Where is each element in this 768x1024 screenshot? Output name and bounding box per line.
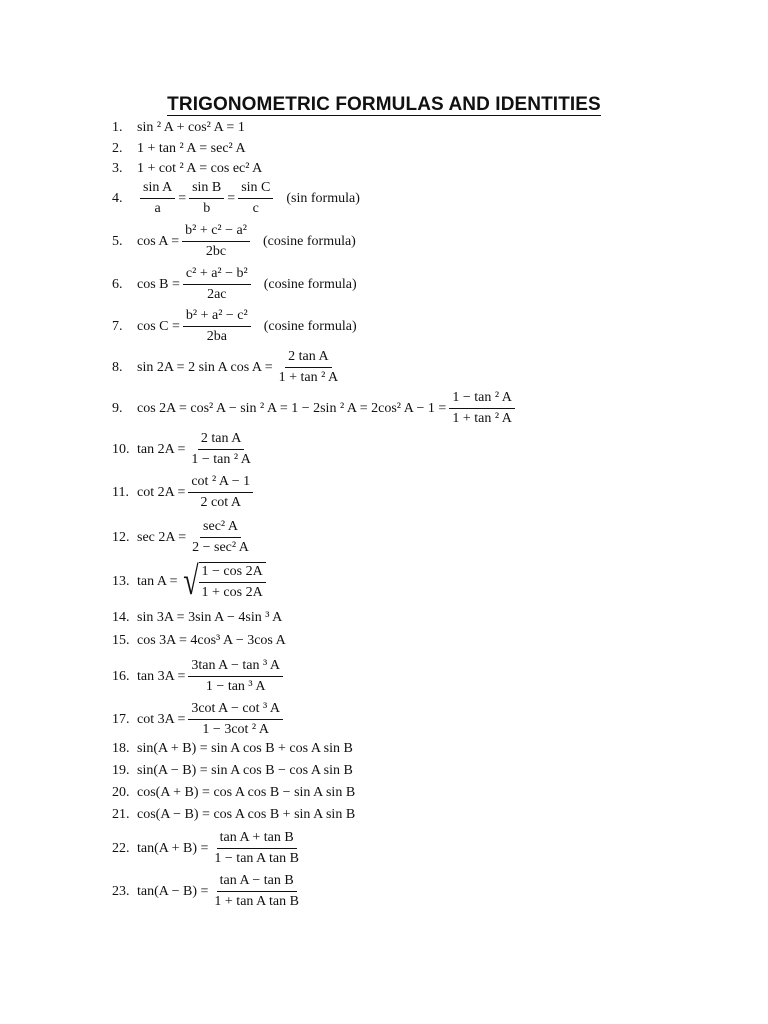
square-root-sign: √ $\frac{1 - \cos 2A}{1 + \cos 2A}$ [180, 562, 266, 602]
formula-5: 5. cos A = $\frac{\text{b² + c² − a²}}{2bc}$ (cosine formula) [112, 223, 356, 259]
formula-12: 12. sec 2A = $\frac{\text{sec² A}}{\text{2 − sec² A}}$ [112, 519, 249, 555]
formula-17: 17. cot 3A = $\frac{\text{3cot A − cot ³ A}}{\text{1 − 3cot ² A}}$ [112, 700, 286, 739]
formula-1: 1. sin ² A + cos² A = 1 [112, 120, 245, 135]
formula-6: 6. cos B = $\frac{\text{c² + a² − b²}}{2ac}$ (cosine formula) [112, 266, 357, 302]
formula-14: 14. sin 3A = 3sin A − 4sin ³ A [112, 610, 283, 625]
formula-13: 13. tan A = √ $\frac{1 - \cos 2A}{1 + \cos 2A}$ [112, 562, 266, 602]
formula-10: 10. tan 2A = $\frac{\text{2 tan A}}{\text{1 − tan ² A}}$ [112, 431, 251, 467]
formula-11: 11. cot 2A = $\frac{\text{cot ² A − 1}}{\text{2 cot A}}$ [112, 473, 256, 512]
formula-15: 15. cos 3A = 4cos³ A − 3cos A [112, 633, 286, 648]
formula-18: 18. sin(A + B) = sin A cos B + cos A sin B [112, 741, 353, 756]
formula-7: 7. cos C = $\frac{\text{b² + a² − c²}}{2ba}$ (cosine formula) [112, 308, 357, 344]
formula-21: 21. cos(A − B) = cos A cos B + sin A sin B [112, 807, 356, 822]
formula-16: 16. tan 3A = $\frac{\text{3tan A − tan ³ A}}{\text{1 − tan ³ A}}$ [112, 657, 286, 696]
page-title: TRIGONOMETRIC FORMULAS AND IDENTITIES [167, 94, 601, 115]
formula-3: 3. 1 + cot ² A = cos ec² A [112, 161, 263, 176]
formula-8: 8. sin 2A = 2 sin A cos A = $\frac{\text{2 tan A}}{\text{1 + tan ² A}}$ [112, 349, 339, 385]
formula-2: 2. 1 + tan ² A = sec² A [112, 141, 246, 156]
formula-4: 4. $\frac{\text{sin A}}{a}$ = $\frac{\text{sin B}}{b}$ = $\frac{\text{sin C}}{c}$ (sin formula) [112, 180, 360, 216]
formula-9: 9. cos 2A = cos² A − sin ² A = 1 − 2sin ² A = 2cos² A − 1 = $\frac{\text{1 − tan ² A}}{\text{1 + tan ² A}}$ [112, 389, 518, 428]
formula-20: 20. cos(A + B) = cos A cos B − sin A sin B [112, 785, 356, 800]
formula-23: 23. tan(A − B) = $\frac{\text{tan A − tan B}}{\text{1 + tan A tan B}}$ [112, 873, 299, 909]
formula-22: 22. tan(A + B) = $\frac{\text{tan A + tan B}}{\text{1 − tan A tan B}}$ [112, 830, 299, 866]
formula-19: 19. sin(A − B) = sin A cos B − cos A sin B [112, 763, 353, 778]
